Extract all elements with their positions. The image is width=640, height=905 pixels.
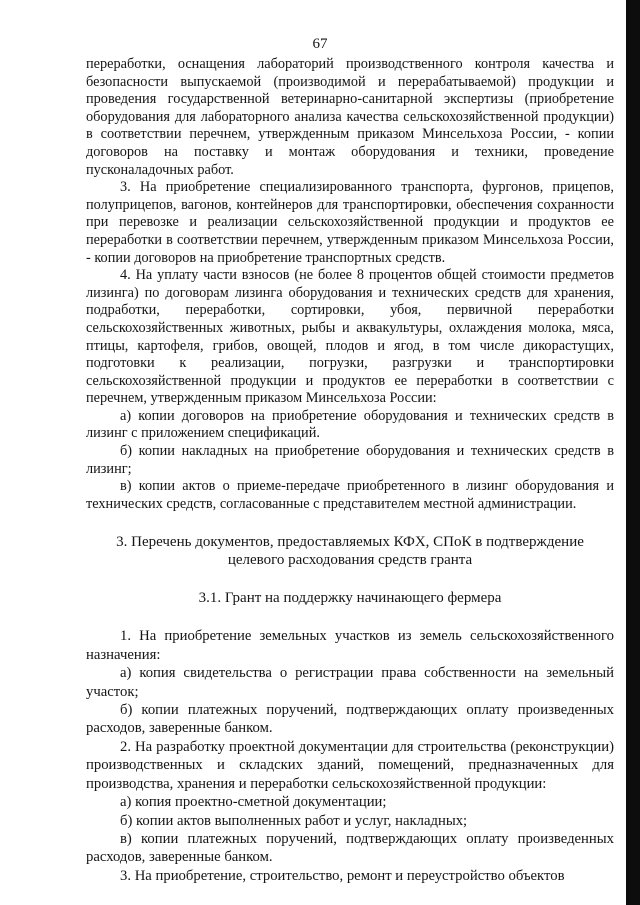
paragraph-land-plots: 1. На приобретение земельных участков из земель сельскохозяйственного назначения:	[86, 628, 614, 663]
page-number: 67	[312, 36, 328, 52]
section-title: 3. Перечень документов, предоставляемых КФХ, СПоК в подтверждение целевого расходования средств гранта	[116, 534, 584, 569]
grant-docs-block	[86, 627, 614, 885]
paragraph-transport: 3. На приобретение специализированного транспорта, фургонов, прицепов, полуприцепов, вагонов, контейнеров для транспортировки, обеспечения сохранности при перевозке и реализации сельскохозяйственной продукции и продуктов ее переработки в соответствии перечнем, утвержденным приказом Минсельхоза России, - копии договоров на приобретение транспортных средств.	[86, 179, 614, 266]
paragraph-leasing: 4. На уплату части взносов (не более 8 процентов общей стоимости предметов лизинга) по договорам лизинга оборудования и технических средств для хранения, подработки, переработки, сортировки, убоя, первичной переработки сельскохозяйственных животных, рыбы и аквакультуры, охлаждения молока, мяса, птицы, картофеля, грибов, овощей, плодов и ягод, в том числе дикорастущих, подготовки к реализации, погрузки, разгрузки и транспортировки сельскохозяйственной продукции и продуктов ее переработки в соответствии с перечнем, утвержденным приказом Минсельхоза России:	[86, 267, 614, 407]
paragraph-construction: 3. На приобретение, строительство, ремонт и переустройство объектов	[120, 867, 565, 884]
paragraph-design-docs: 2. На разработку проектной документации для строительства (реконструкции) производственных и складских зданий, помещений, предназначенных для производства, хранения и переработки сельскохозяйственной продукции:	[86, 738, 614, 792]
item-payment-orders-land: б) копии платежных поручений, подтверждающих оплату произведенных расходов, заверенные банком.	[86, 702, 614, 737]
scan-edge	[626, 0, 640, 905]
item-payment-orders-design: в) копии платежных поручений, подтверждающих оплату произведенных расходов, заверенные банком.	[86, 830, 614, 866]
item-work-acts: б) копии актов выполненных работ и услуг, накладных;	[120, 812, 468, 829]
item-estimate-docs: а) копия проектно-сметной документации;	[120, 794, 387, 811]
item-leasing-contracts: а) копии договоров на приобретение оборудования и технических средств в лизинг с приложением спецификаций.	[86, 407, 614, 442]
procurement-docs-block	[86, 56, 614, 513]
subsection-title: 3.1. Грант на поддержку начинающего фермера	[198, 590, 502, 607]
document-body	[86, 56, 614, 885]
item-ownership-certificate: а) копия свидетельства о регистрации права собственности на земельный участок;	[86, 665, 614, 700]
item-leasing-acts: в) копии актов о приеме-передаче приобретенного в лизинг оборудования и технических средств, согласованные с представителем местной администрации.	[86, 478, 614, 512]
item-leasing-invoices: б) копии накладных на приобретение оборудования и технических средств в лизинг;	[86, 443, 614, 477]
paragraph-equipment-tail: переработки, оснащения лабораторий производственного контроля качества и безопасности выпускаемой (производимой и перерабатываемой) продукции и проведения государственной ветеринарно-санитарной экспертизы (приобретение оборудования для лабораторного анализа качества сельскохозяйственной продукции) в соответствии перечнем, утвержденным приказом Минсельхоза России, - копии договоров на поставку и монтаж оборудования и техники, проведение пусконаладочных работ.	[86, 56, 614, 178]
